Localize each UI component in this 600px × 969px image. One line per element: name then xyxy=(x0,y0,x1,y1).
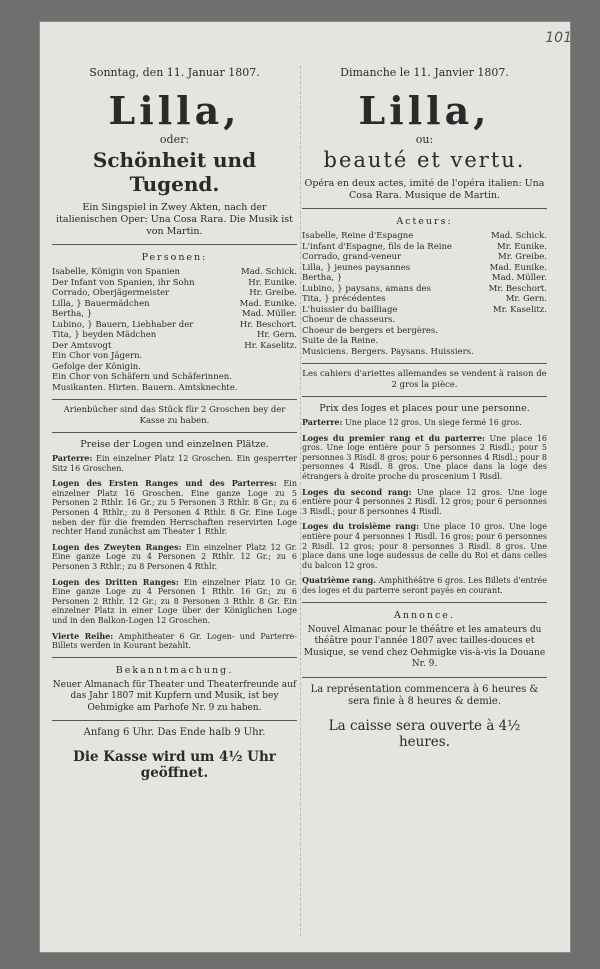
cast-row xyxy=(302,273,547,284)
price-category: Parterre: xyxy=(52,453,93,463)
cast-performer: Hr. Eunike. xyxy=(248,277,297,288)
cast-performer: Mr. Greibe. xyxy=(497,252,547,262)
divider xyxy=(302,602,547,603)
price-details: Ein einzelner Platz 12 Gr. Eine ganze Loge zu 4 Personen 2 Rthlr. 12 Gr.; zu 6 Personen 3 Rthlr.; zu 8 Personen 4 Rthlr. xyxy=(52,542,297,571)
french-prices-heading: Prix des loges et places pour une personne. xyxy=(319,403,530,414)
price-entry xyxy=(302,434,547,482)
german-announce-heading: Bekanntmachung. xyxy=(115,664,234,676)
cast-row xyxy=(52,320,297,331)
price-category: Quatrième rang. xyxy=(302,575,377,586)
cast-row xyxy=(52,372,297,383)
cast-role: Lilla, } jeunes paysannes xyxy=(302,262,411,273)
cast-role: Der Amtsvogt xyxy=(52,340,112,351)
cast-role: Musiciens. Bergers. Paysans. Huissiers. xyxy=(302,346,474,357)
cast-role: Ein Chor von Jägern. xyxy=(52,351,143,361)
cast-performer: Mad. Schick. xyxy=(490,231,547,241)
column-divider xyxy=(300,66,301,936)
cast-role: Tita, } beyden Mädchen xyxy=(52,330,157,340)
cast-row xyxy=(302,252,547,263)
german-libretto-note: Arienbücher sind das Stück für 2 Groschen bey der Kasse zu haben. xyxy=(52,399,297,426)
price-details: Ein einzelner Platz 16 Groschen. Eine ganze Loge zu 5 Personen 2 Rthlr. 16 Gr.; zu 5 Personen 3 Rthlr. 8 Gr.; zu 6 Personen 4 Rthlr.; zu 8 Personen 4 Rthlr. 8 Gr. Eine Loge neben der für die fremden Herrschaften reservirten Loge rechter Hand zunächst am Theater 1 Rthlr. xyxy=(52,479,298,537)
cast-row xyxy=(52,278,297,289)
price-entry xyxy=(52,632,297,651)
german-cast-heading: Personen: xyxy=(141,252,208,263)
cast-row xyxy=(52,341,297,352)
price-entry xyxy=(302,418,547,428)
divider xyxy=(52,244,297,245)
german-announce-text: Neuer Almanach für Theater und Theaterfreunde auf das Jahr 1807 mit Kupfern und Musik, ist bey Oehmigke am Parhofe Nr. 9 zu haben. xyxy=(52,679,297,713)
price-entry xyxy=(302,488,547,517)
cast-role: Gefolge der Königin. xyxy=(52,361,141,372)
cast-performer: Mad. Eunike. xyxy=(239,298,297,309)
cast-performer: Mad. Müller. xyxy=(241,309,297,319)
cast-performer: Mr. Kaselitz. xyxy=(492,304,547,315)
cast-row xyxy=(302,347,547,358)
price-entry xyxy=(52,543,297,572)
divider xyxy=(52,657,297,658)
price-entry xyxy=(52,578,297,626)
price-details: Amphithéâtre 6 gros. Les Billets d'entrée des loges et du parterre seront payés en courant. xyxy=(302,576,547,595)
cast-row xyxy=(52,330,297,341)
german-cast-list xyxy=(52,267,297,393)
cast-role: Choeur de bergers et bergères. xyxy=(302,325,438,336)
cast-performer: Hr. Gern. xyxy=(256,330,297,340)
cast-role: Choeur de chasseurs. xyxy=(302,315,396,325)
cast-row xyxy=(52,351,297,362)
archive-note: 101 xyxy=(545,30,572,46)
cast-role: Isabelle, Königin von Spanien xyxy=(52,267,181,277)
cast-role: Der Infant von Spanien, ihr Sohn xyxy=(52,277,195,288)
cast-row xyxy=(302,315,547,326)
german-description: Ein Singspiel in Zwey Akten, nach der italienischen Oper: Una Cosa Rara. Die Musik ist von Martin. xyxy=(56,202,293,237)
german-title: Lilla, xyxy=(108,88,241,133)
price-details: Une place 16 gros. Une loge entière pour 5 personnes 2 Risdl.; pour 5 personnes 3 Risdl. 8 gros; pour 6 personnes 4 Risdl.; pour 8 personnes 4 Risdl. 8 gros. Une place dans la loge des étrangers à droite proche du proscenium 1 Risdl. xyxy=(302,433,548,481)
french-announce-text: Nouvel Almanac pour le théâtre et les amateurs du théâtre pour l'année 1807 avec tailles-douces et Musique, se vend chez Oehmigke vis-à-vis la Douane Nr. 9. xyxy=(303,624,546,669)
divider xyxy=(302,208,547,209)
french-or: ou: xyxy=(415,133,434,146)
french-description: Opéra en deux actes, imité de l'opéra italien: Una Cosa Rara. Musique de Martin. xyxy=(304,178,545,201)
cast-performer: Hr. Beschort. xyxy=(239,319,297,330)
cast-row xyxy=(52,299,297,310)
german-column xyxy=(52,66,297,781)
french-prices xyxy=(302,418,547,596)
price-details: Ein einzelner Platz 10 Gr. Eine ganze Loge zu 4 Personen 1 Rthlr. 16 Gr.; zu 6 Personen 2 Rthlr. 12 Gr.; zu 8 Personen 3 Rthlr. 8 Gr. Ein einzelner Platz in einer Loge über der Königlichen Loge und in den Balkon-Logen 12 Groschen. xyxy=(52,577,297,625)
cast-role: Musikanten. Hirten. Bauern. Amtsknechte. xyxy=(52,382,238,393)
price-category: Logen des Zweyten Ranges: xyxy=(52,541,182,552)
german-or: oder: xyxy=(159,133,190,146)
french-cast-heading: Acteurs: xyxy=(396,216,453,227)
cast-row xyxy=(52,362,297,373)
german-box-office: Die Kasse wird um 4½ Uhr geöffnet. xyxy=(73,749,276,782)
price-category: Loges du troisième rang: xyxy=(302,521,420,532)
price-category: Logen des Dritten Ranges: xyxy=(52,576,179,587)
german-start-end: Anfang 6 Uhr. Das Ende halb 9 Uhr. xyxy=(83,727,266,739)
price-details: Une place 10 gros. Une loge entière pour 4 personnes 1 Risdl. 16 gros; pour 6 personnes 2 Risdl. 12 gros; pour 8 personnes 3 Risdl. 8 gros. Une place dans une loge audessus de celle du Roi et dans celles du balcon 12 gros. xyxy=(302,522,548,570)
cast-role: Lubino, } Bauern, Liebhaber der xyxy=(52,319,194,330)
cast-role: L'infant d'Espagne, fils de la Reine xyxy=(302,241,452,252)
german-subtitle: Schönheit und Tugend. xyxy=(92,148,257,196)
cast-row xyxy=(302,294,547,305)
divider xyxy=(52,432,297,433)
german-date: Sonntag, den 11. Januar 1807. xyxy=(89,66,260,79)
cast-role: L'huissier du bailliage xyxy=(302,304,398,315)
cast-role: Isabelle, Reine d'Espagne xyxy=(302,231,414,241)
price-entry xyxy=(302,576,547,595)
cast-role: Suite de la Reine. xyxy=(302,336,379,346)
cast-performer: Hr. Kaselitz. xyxy=(244,340,297,351)
cast-role: Bertha, } xyxy=(302,273,343,283)
french-cast-list xyxy=(302,231,547,357)
german-prices-heading: Preise der Logen und einzelnen Plätze. xyxy=(80,439,269,450)
cast-performer: Hr. Greibe. xyxy=(249,288,297,298)
cast-role: Corrado, grand-veneur xyxy=(302,252,402,262)
cast-row xyxy=(302,263,547,274)
french-start-end: La représentation commencera à 6 heures & sera finie à 8 heures & demie. xyxy=(310,683,539,707)
cast-row xyxy=(302,326,547,337)
divider xyxy=(52,720,297,721)
price-details: Une place 12 gros. Une loge entière pour 4 personnes 2 Risdl. 12 gros; pour 6 personnes 3 Risdl.; pour 8 personnes 4 Risdl. xyxy=(302,487,548,516)
cast-role: Lubino, } paysans, amans des xyxy=(302,283,431,294)
price-entry xyxy=(52,479,297,537)
french-announce-heading: Annonce. xyxy=(394,609,455,621)
divider xyxy=(302,677,547,678)
cast-performer: Mad. Schick. xyxy=(240,267,297,277)
french-box-office: La caisse sera ouverte à 4½ heures. xyxy=(328,717,521,750)
price-details: Une place 12 gros. Un siege fermé 16 gros. xyxy=(342,418,522,427)
price-entry xyxy=(302,522,547,570)
price-details: Ein einzelner Platz 12 Groschen. Ein gesperrter Sitz 16 Groschen. xyxy=(52,454,297,473)
price-details: Amphitheater 6 Gr. Logen- und Parterre-Billets werden in Kourant bezahlt. xyxy=(52,631,297,651)
cast-role: Tita, } précédentes xyxy=(302,294,386,304)
french-date: Dimanche le 11. Janvier 1807. xyxy=(340,66,509,79)
french-column xyxy=(302,66,547,750)
cast-role: Ein Chor von Schäfern und Schäferinnen. xyxy=(52,372,232,382)
cast-performer: Mr. Beschort. xyxy=(488,283,547,294)
divider xyxy=(302,396,547,397)
cast-row xyxy=(52,267,297,278)
cast-performer: Mad. Eunike. xyxy=(489,262,547,273)
cast-role: Corrado, Oberjägermeister xyxy=(52,288,170,298)
german-prices xyxy=(52,454,297,651)
cast-row xyxy=(52,383,297,394)
cast-role: Bertha, } xyxy=(52,309,93,319)
cast-row xyxy=(302,231,547,242)
cast-row xyxy=(302,284,547,295)
cast-performer: Mad. Müller. xyxy=(491,273,547,283)
cast-row xyxy=(302,242,547,253)
price-category: Parterre: xyxy=(302,417,343,427)
price-category: Logen des Ersten Ranges und des Parterres: xyxy=(52,478,277,489)
cast-role: Lilla, } Bauermädchen xyxy=(52,298,150,309)
price-category: Loges du second rang: xyxy=(302,486,412,497)
cast-row xyxy=(302,336,547,347)
cast-row xyxy=(302,305,547,316)
price-entry xyxy=(52,454,297,473)
french-subtitle: beauté et vertu. xyxy=(323,148,526,172)
cast-row xyxy=(52,309,297,320)
french-libretto-note: Les cahiers d'ariettes allemandes se vendent à raison de 2 gros la pièce. xyxy=(302,363,547,390)
cast-performer: Mr. Eunike. xyxy=(497,241,547,252)
cast-performer: Mr. Gern. xyxy=(505,294,547,304)
cast-row xyxy=(52,288,297,299)
price-category: Vierte Reihe: xyxy=(52,630,114,641)
french-title: Lilla, xyxy=(358,88,491,133)
price-category: Loges du premier rang et du parterre: xyxy=(302,432,486,443)
